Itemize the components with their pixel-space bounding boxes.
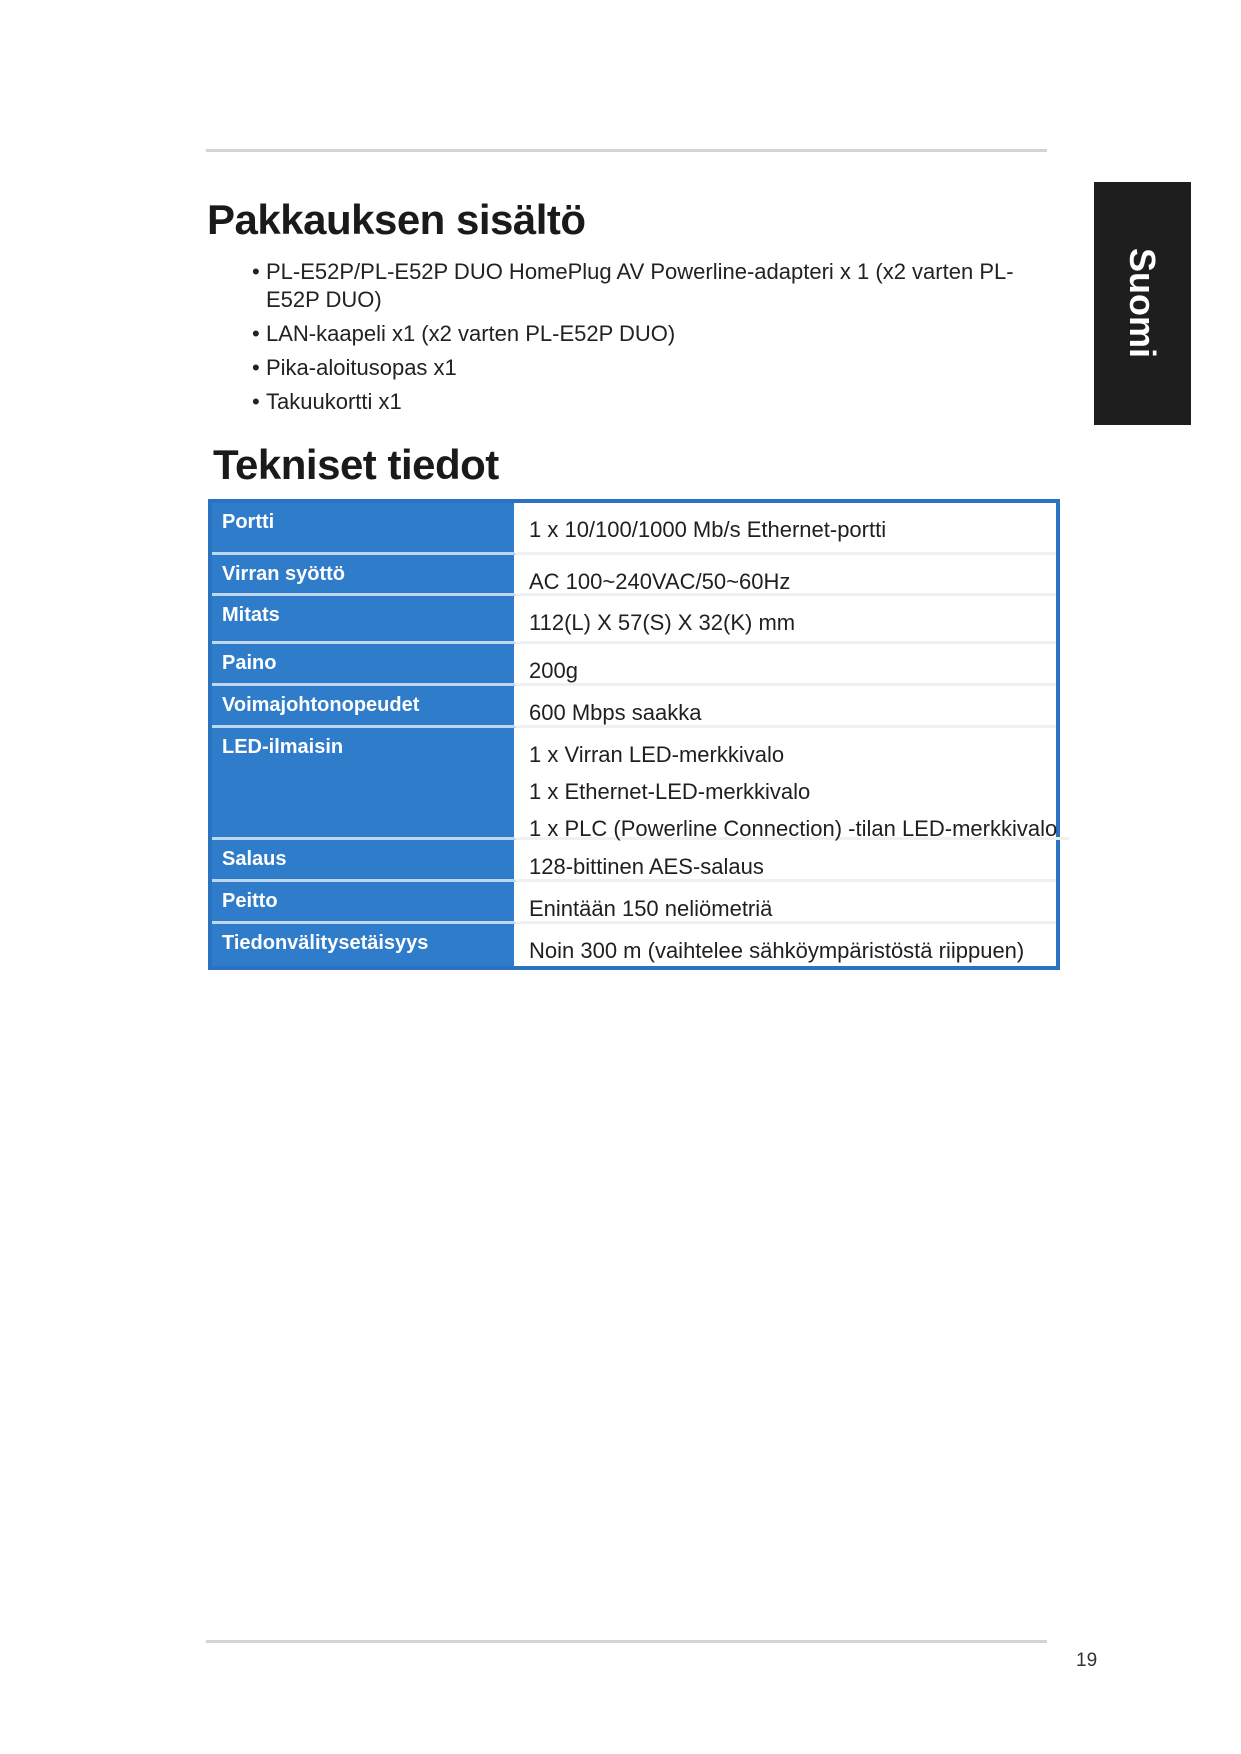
table-row (212, 924, 1056, 966)
page-number: 19 (1076, 1650, 1098, 1671)
language-tab (1094, 182, 1191, 425)
list-item (252, 354, 1052, 382)
table-row (212, 728, 1056, 840)
table-row (212, 555, 1056, 596)
spec-label: Mitats (212, 596, 517, 644)
spec-label: Tiedonvälitysetäisyys (212, 924, 517, 966)
spec-value (517, 882, 1056, 924)
spec-value-line: 1 x Virran LED-merkkivalo (529, 742, 785, 767)
spec-value (517, 840, 1056, 882)
spec-value (517, 503, 1056, 555)
table-row (212, 840, 1056, 882)
spec-value (517, 686, 1056, 728)
list-item (252, 320, 1052, 348)
spec-label: Peitto (212, 882, 517, 924)
table-row (212, 882, 1056, 924)
spec-value (517, 728, 1069, 840)
spec-value-line: 1 x Ethernet-LED-merkkivalo (529, 779, 811, 804)
table-row (212, 503, 1056, 555)
top-rule (206, 149, 1047, 152)
spec-value (517, 596, 1056, 644)
spec-value-line: 1 x PLC (Powerline Connection) -tilan LED-merkkivalo (529, 816, 1058, 841)
spec-label: Paino (212, 644, 517, 686)
spec-value (517, 555, 1056, 596)
list-item-text: Takuukortti x1 (266, 389, 402, 414)
spec-value-line: 128-bittinen AES-salaus (529, 854, 764, 879)
spec-label: Portti (212, 503, 517, 555)
spec-label: Voimajohtonopeudet (212, 686, 517, 728)
bullet-icon: • (252, 355, 260, 380)
package-contents-title: Pakkauksen sisältö (207, 196, 586, 243)
specifications-table (208, 499, 1060, 970)
bullet-icon: • (252, 321, 260, 346)
spec-value-line: Enintään 150 neliömetriä (529, 896, 773, 921)
bullet-icon: • (252, 389, 260, 414)
specifications-title: Tekniset tiedot (213, 441, 499, 488)
list-item-text: Pika-aloitusopas x1 (266, 355, 457, 380)
bullet-icon: • (252, 259, 260, 284)
spec-label: Virran syöttö (212, 555, 517, 596)
spec-value-line: 1 x 10/100/1000 Mb/s Ethernet-portti (529, 517, 887, 542)
spec-value (517, 924, 1056, 966)
spec-value (517, 644, 1056, 686)
spec-value-line: 112(L) X 57(S) X 32(K) mm (529, 610, 796, 635)
spec-value-line: 600 Mbps saakka (529, 700, 702, 725)
spec-value-line: 200g (529, 658, 578, 683)
spec-label: LED-ilmaisin (212, 728, 517, 840)
spec-label: Salaus (212, 840, 517, 882)
package-contents-list (252, 258, 1052, 422)
table-row (212, 686, 1056, 728)
spec-value-line: Noin 300 m (vaihtelee sähköympäristöstä riippuen) (529, 938, 1025, 963)
bottom-rule (206, 1640, 1047, 1643)
spec-value-line: AC 100~240VAC/50~60Hz (529, 569, 791, 594)
list-item (252, 258, 1052, 314)
language-tab-label: Suomi (1122, 247, 1163, 359)
list-item-text: LAN-kaapeli x1 (x2 varten PL-E52P DUO) (266, 321, 676, 346)
table-row (212, 596, 1056, 644)
list-item-text: PL-E52P/PL-E52P DUO HomePlug AV Powerline-adapteri x 1 (x2 varten PL-E52P DUO) (266, 259, 1014, 312)
table-row (212, 644, 1056, 686)
list-item (252, 388, 1052, 416)
